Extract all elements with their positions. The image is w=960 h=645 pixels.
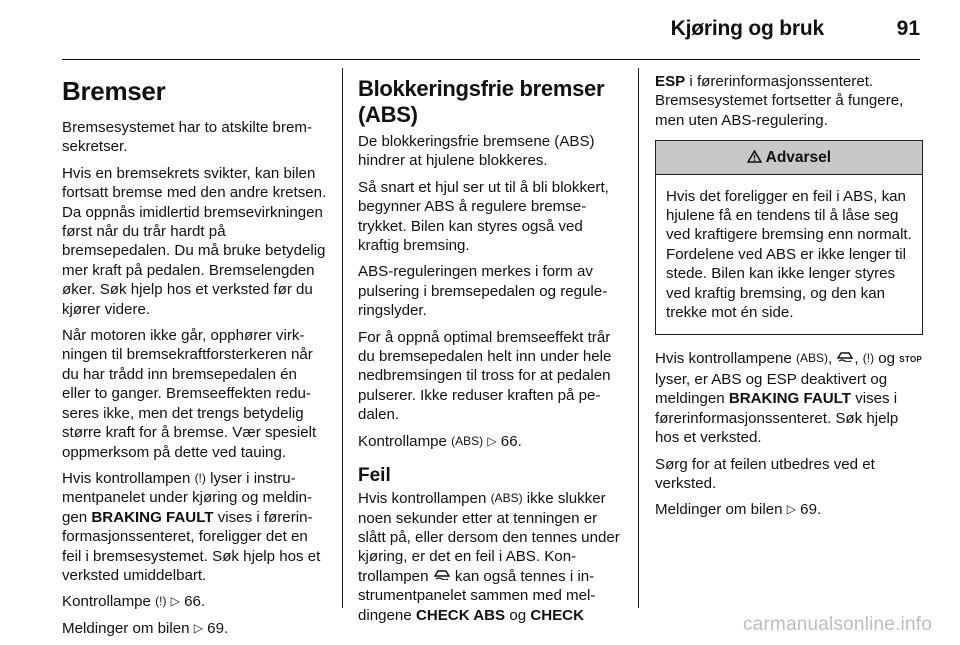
text: Kontrollampe (62, 593, 151, 611)
paragraph: De blokkeringsfrie bremsene (ABS) hindrer at hjulene blokkeres. (358, 133, 595, 170)
message-check-abs: CHECK ABS (415, 606, 506, 624)
message-check: CHECK (530, 606, 584, 624)
stop-lamp-icon: STOP (899, 355, 923, 365)
page-header (0, 0, 960, 60)
esp-lamp-icon (433, 567, 451, 586)
brake-warning-lamp-icon: (!) (155, 594, 167, 609)
paragraph (655, 500, 923, 519)
text: lyser i instrumentpanelet under kjøring og meldingen (62, 469, 313, 526)
esp-lamp-icon (836, 349, 854, 368)
page-reference-link[interactable]: 69. (800, 501, 822, 519)
paragraph (62, 592, 327, 611)
text: Meldinger om bilen (655, 501, 783, 519)
message-esp: ESP (655, 73, 686, 90)
text: Hvis kontrollampen (358, 490, 487, 508)
abs-lamp-icon: (ABS) (795, 351, 828, 366)
warning-text: Hvis det foreligger en feil i ABS, kan hjulene få en tendens til å låse seg ved kraftigere bremsing enn normalt. Fordelene ved ABS er ikke lenger til stede. Bilen kan ikke lenger styres ved kraftig bremsing, og den kan trekke mot én side. (666, 187, 912, 322)
text: og (509, 606, 527, 624)
paragraph (62, 469, 327, 585)
paragraph: Hvis kontrollampene (ABS), , (!) og STOP lyser, er ABS og ESP deaktivert og meldingen BRAKING FAULT vises i førerinformasjonssenteret. Søk hjelp hos et verksted. (655, 350, 923, 447)
abs-lamp-icon: (ABS) (451, 433, 484, 448)
paragraph: Hvis en bremsekrets svikter, kan bilen fortsatt bremse med den andre kretsen. Da oppnås imidlertid bremsevirkningen først når du trår hardt på bremsepedalen. Du må bruke betydelig mer kraft på pedalen. Bremselengden øker. Søk hjelp hos et verksted før du kjører videre. (62, 164, 327, 318)
paragraph: ABS-reguleringen merkes i form av pulsering i bremsepedalen og reguleringslyder. (358, 263, 608, 320)
watermark: carmanualsonline.info (742, 614, 932, 635)
text: vises i førerinformasjonssenteret, foreligger det en feil i bremsesystemet. Søk hjelp hos et verksted umiddelbart. (62, 508, 321, 584)
paragraph (62, 619, 327, 638)
heading-abs: Blokkeringsfrie bremser (ABS) (358, 76, 605, 127)
heading-bremser: Bremser (62, 76, 166, 106)
text: Hvis kontrollampene (655, 350, 792, 368)
text: kan også tennes i instrumentpanelet sammen med meldingene (358, 567, 596, 624)
brake-warning-lamp-icon: (!) (862, 351, 875, 366)
text: ikke slukker noen sekunder etter at tenningen er slått på, eller dersom den tennes under kjøring, er det en feil i ABS. Kontrollampen (358, 490, 620, 585)
text: vises i førerinformasjonssenteret. Søk hjelp hos et verksted. (655, 390, 899, 447)
warning-header (656, 141, 922, 174)
message-braking-fault: BRAKING FAULT (728, 390, 851, 408)
text: lyser, er ABS og ESP deaktivert og meldingen (655, 370, 888, 408)
reference-arrow-icon[interactable]: ▷ (170, 594, 180, 609)
text: og (878, 350, 896, 368)
text: Hvis kontrollampen (62, 469, 191, 487)
column-divider-2 (638, 68, 639, 608)
column-1 (62, 72, 327, 645)
reference-arrow-icon[interactable]: ▷ (487, 433, 497, 448)
paragraph (358, 432, 621, 451)
warning-title: Advarsel (765, 149, 832, 167)
warning-box (655, 140, 923, 335)
text: Meldinger om bilen (62, 619, 190, 637)
reference-arrow-icon[interactable]: ▷ (193, 620, 203, 635)
column-2 (358, 72, 621, 632)
paragraph (655, 72, 923, 130)
paragraph: Når motoren ikke går, opphører virkningen til bremsekraftforsterkeren når du har trådd inn bremsepedalen én eller to ganger. Bremseeffekten reduseres ikke, men det trengs betydelig større kraft for å bremse. Vær spesielt oppmerksom på dette ved tauing. (62, 327, 317, 461)
message-braking-fault: BRAKING FAULT (91, 508, 214, 526)
page-number: 91 (896, 17, 920, 40)
paragraph (358, 489, 621, 625)
page-reference-link[interactable]: 66. (184, 593, 206, 611)
page-reference-link[interactable]: 69. (207, 619, 229, 637)
abs-lamp-icon: (ABS) (490, 491, 523, 506)
column-divider-1 (342, 68, 343, 608)
paragraph: Bremsesystemet har to atskilte bremsekretser. (62, 119, 312, 156)
header-divider (62, 59, 920, 60)
page-reference-link[interactable]: 66. (500, 432, 522, 450)
warning-triangle-icon (747, 149, 766, 166)
brake-warning-lamp-icon: (!) (194, 470, 206, 485)
paragraph: For å oppnå optimal bremseeffekt trår du bremsepedalen helt inn under hele nedbremsingen til tross for at pedalen pulserer. Ikke reduser kraften på pedalen. (358, 328, 612, 424)
text: Kontrollampe (358, 432, 447, 450)
paragraph: Så snart et hjul ser ut til å bli blokkert, begynner ABS å regulere bremsetrykket. Bilen kan styres også ved kraftig bremsing. (358, 178, 609, 255)
section-title: Kjøring og bruk (670, 17, 824, 40)
column-3 (655, 72, 923, 527)
reference-arrow-icon[interactable]: ▷ (786, 502, 796, 517)
paragraph: Sørg for at feilen utbedres ved et verksted. (655, 455, 875, 492)
text: i førerinformasjonssenteret. Bremsesystemet fortsetter å fungere, men uten ABS-regulering. (655, 73, 904, 129)
heading-feil: Feil (358, 465, 391, 487)
